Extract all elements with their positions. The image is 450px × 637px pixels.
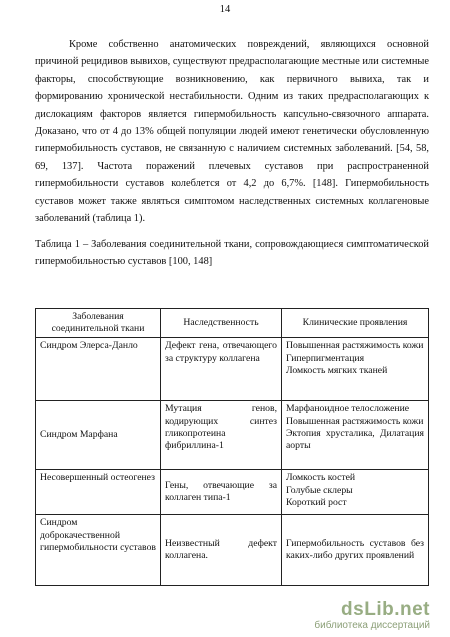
watermark	[314, 599, 430, 631]
watermark-subtitle: библиотека диссертаций	[314, 620, 430, 631]
manifestation-item: Повышенная растяжимость кожи	[286, 340, 424, 352]
cell-manifestations	[282, 401, 429, 470]
cell-manifestations	[282, 515, 429, 586]
manifestation-item: Гиперпигментация	[286, 352, 365, 364]
manifestation-item: Гипермобильность суставов без каких-либо других проявлений	[286, 538, 424, 562]
cell-manifestations	[282, 470, 429, 515]
watermark-logo: dsLib.net	[341, 599, 430, 620]
manifestation-item: Эктопия хрусталика, Дилатация аорты	[286, 427, 424, 452]
table-row	[36, 515, 429, 586]
cell-heredity: Гены, отвечающие за коллаген типа-1	[161, 470, 282, 515]
manifestation-item: Марфаноидное телосложение	[286, 403, 410, 415]
header-disease: Заболевания соединительной ткани	[36, 309, 161, 338]
table-header-row	[36, 309, 429, 338]
manifestation-item: Короткий рост	[286, 496, 347, 508]
cell-disease: Несовершенный остеогенез	[36, 470, 161, 515]
body-text	[35, 36, 429, 227]
table-caption	[35, 236, 429, 270]
page-number: 14	[219, 4, 231, 15]
cell-manifestations	[282, 338, 429, 401]
paragraph: Кроме собственно анатомических повреждений, являющихся основной причиной рецидивов вывихов, существуют предрасполагающие местные или системные факторы, способствующие возникновению, как первичного вывиха, так и формированию хронической нестабильности. Одним из таких предрасполагающих к дислокациям факторов является гипермобильность капсульно-связочного аппарата. Доказано, что от 4 до 13% общей популяции людей имеют генетически обусловленную гипермобильность суставов, не связанную с наличием системных заболеваний. [54, 58, 69, 137]. Частота поражений плечевых суставов при распространенной гипермобильности суставов колеблется от 4,2 до 6,7%. [148]. Гипермобильность суставов может также являться симптомом наследственных системных коллагеновые заболеваний (таблица 1).	[35, 39, 429, 225]
table-row	[36, 470, 429, 515]
table-row	[36, 338, 429, 401]
header-heredity: Наследственность	[161, 309, 282, 338]
manifestation-item: Ломкость костей	[286, 472, 356, 484]
cell-disease: Синдром доброкачественной гипермобильности суставов	[36, 515, 161, 586]
cell-heredity: Мутация генов, кодирующих синтез гликопротеина фибриллина-1	[161, 401, 282, 470]
cell-disease: Синдром Элерса-Данло	[36, 338, 161, 401]
header-manifestations: Клинические проявления	[282, 309, 429, 338]
manifestation-item: Ломкость мягких тканей	[286, 364, 388, 376]
cell-disease: Синдром Марфана	[36, 401, 161, 470]
caption-text: Таблица 1 – Заболевания соединительной ткани, сопровождающиеся симптоматической гипермобильностью суставов [100, 148]	[35, 239, 429, 268]
manifestation-item: Повышенная растяжимость кожи	[286, 415, 424, 427]
cell-heredity: Неизвестный дефект коллагена.	[161, 515, 282, 586]
cell-heredity: Дефект гена, отвечающего за структуру коллагена	[161, 338, 282, 401]
table-row	[36, 401, 429, 470]
disease-table	[35, 308, 429, 586]
manifestation-item: Голубые склеры	[286, 484, 353, 496]
